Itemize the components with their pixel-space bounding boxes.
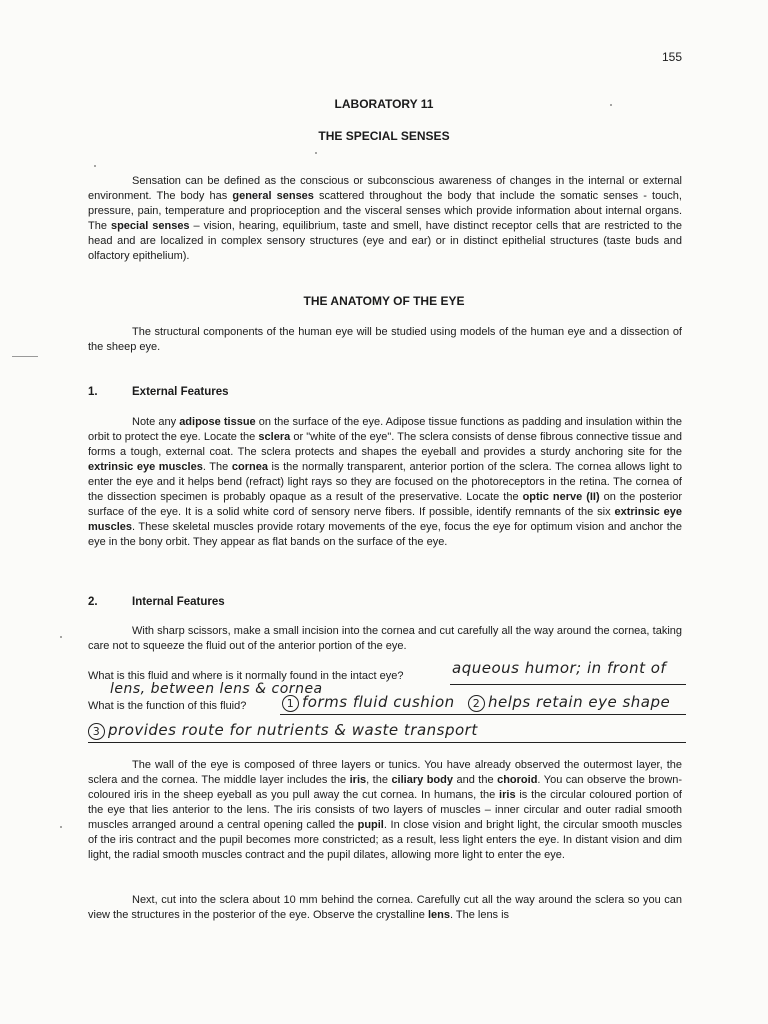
internal-features-intro: With sharp scissors, make a small incision into the cornea and cut carefully all the way around the cornea, taking care not to squeeze the fluid out of the anterior portion of the eye. xyxy=(88,625,682,652)
section-number: 2. xyxy=(88,596,98,608)
lab-subtitle: THE SPECIAL SENSES xyxy=(318,129,450,143)
handwritten-answer-1a: aqueous humor; in front of xyxy=(452,659,667,677)
section-external-heading xyxy=(88,386,229,398)
section-title: Internal Features xyxy=(132,596,225,608)
lab-title: LABORATORY 11 xyxy=(334,97,434,111)
scan-speck xyxy=(610,104,612,106)
page-number: 155 xyxy=(661,50,682,64)
section-internal-heading xyxy=(88,596,225,608)
next-step-paragraph: Next, cut into the sclera about 10 mm behind the cornea. Carefully cut all the way around the sclera so you can view the structures in the posterior of the eye. Observe the crystalline lens. The lens is xyxy=(88,894,682,921)
anatomy-intro: The structural components of the human eye will be studied using models of the human eye and a dissection of the sheep eye. xyxy=(88,326,682,353)
scan-speck xyxy=(60,826,62,828)
answer-line xyxy=(280,714,686,715)
handwritten-answer-2a: 1 forms fluid cushion 2 helps retain eye shape xyxy=(282,693,670,712)
intro-paragraph: Sensation can be defined as the conscious or subconscious awareness of changes in the internal or external environment. The body has general senses scattered throughout the body that include the somatic senses - touch, pressure, pain, temperature and proprioception and the visceral senses which provide information about internal organs. The special senses – vision, hearing, equilibrium, taste and smell, have distinct receptor cells that are restricted to the head and are localized in complex sensory structures (eye and ear) or in distinct epithelial structures (taste buds and olfactory epithelium). xyxy=(88,175,683,262)
section-number: 1. xyxy=(88,386,98,398)
scan-speck xyxy=(94,165,96,167)
scan-speck xyxy=(60,636,62,638)
handwritten-answer-2b: 3 provides route for nutrients & waste transport xyxy=(88,721,478,740)
answer-line xyxy=(88,742,686,743)
scan-mark xyxy=(12,356,38,357)
handwritten-answer-1b: lens, between lens & cornea xyxy=(110,681,323,697)
scan-speck xyxy=(315,152,317,154)
question-fluid-location: What is this fluid and where is it normally found in the intact eye? xyxy=(88,670,404,682)
answer-line xyxy=(450,684,686,685)
anatomy-heading: THE ANATOMY OF THE EYE xyxy=(303,294,465,308)
section-title: External Features xyxy=(132,386,229,398)
external-features-paragraph: Note any adipose tissue on the surface of the eye. Adipose tissue functions as padding and insulation within the orbit to protect the eye. Locate the sclera or "white of the eye". The sclera consists of dense fibrous connective tissue and forms a tough, external coat. The sclera protects and shapes the eyeball and provides a sturdy anchoring site for the extrinsic eye muscles. The cornea is the normally transparent, anterior portion of the sclera. The cornea allows light to enter the eye and it helps bend (refract) light rays so they are focused on the photoreceptors in the retina. The cornea of the dissection specimen is probably opaque as a result of the preservative. Locate the optic nerve (II) on the posterior surface of the eye. It is a solid white cord of sensory nerve fibers. If possible, identify remnants of the six extrinsic eye muscles. These skeletal muscles provide rotary movements of the eye, focus the eye for optimum vision and anchor the eye in the bony orbit. They appear as flat bands on the surface of the eye. xyxy=(88,416,683,548)
question-fluid-function: What is the function of this fluid? xyxy=(88,700,247,712)
wall-of-eye-paragraph: The wall of the eye is composed of three layers or tunics. You have already observed the outermost layer, the sclera and the cornea. The middle layer includes the iris, the ciliary body and the choroid. You can observe the brown-coloured iris in the sheep eyeball as you pull away the cut cornea. In humans, the iris is the circular coloured portion of the eye that lies anterior to the lens. The iris consists of two layers of muscles – inner circular and outer radial smooth muscles arranged around a central opening called the pupil. In close vision and bright light, the circular smooth muscles of the iris contract and the pupil becomes more constricted; as a result, less light enters the eye. In distant vision and dim light, the radial smooth muscles contract and the pupil dilates, allowing more light to enter the eye. xyxy=(88,759,683,861)
